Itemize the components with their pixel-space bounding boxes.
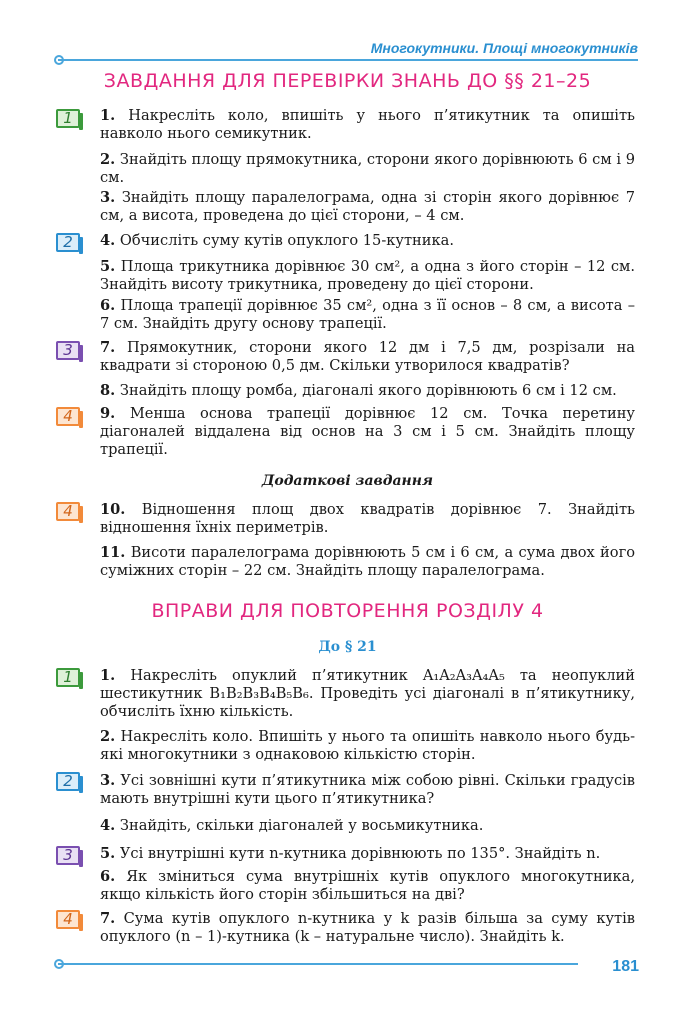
- task-item: 5. Площа трикутника дорівнює 30 см², а одна з його сторін – 12 см. Знайдіть висоту трикутника, проведену до цієї сторони.: [100, 258, 636, 293]
- level-2-badge: 2: [56, 233, 80, 252]
- task-item: 4. Знайдіть, скільки діагоналей у восьмикутника.: [100, 817, 484, 834]
- task-item: 7. Прямокутник, сторони якого 12 дм і 7,5 дм, розрізали на квадрати зі стороною 0,5 дм. Скільки утворилося квадратів?: [100, 339, 636, 374]
- level-4-badge: 4: [56, 502, 80, 521]
- task-item: 4. Обчисліть суму кутів опуклого 15-кутника.: [100, 232, 454, 249]
- paragraph-heading: До § 21: [318, 639, 377, 655]
- task-item: 2. Знайдіть площу прямокутника, сторони якого дорівнюють 6 см і 9 см.: [100, 151, 635, 186]
- task-item: 3. Усі зовнішні кути п’ятикутника між собою рівні. Скільки градусів мають внутрішні кути цього п’ятикутника?: [100, 772, 635, 807]
- level-3-badge: 3: [56, 846, 80, 865]
- level-1-badge: 1: [56, 668, 80, 687]
- extra-tasks-heading: Додаткові завдання: [261, 473, 434, 489]
- footer-rule: [58, 963, 578, 965]
- task-item: 10. Відношення площ двох квадратів дорівнює 7. Знайдіть відношення їхніх периметрів.: [100, 501, 635, 536]
- level-4-badge: 4: [56, 910, 80, 929]
- task-item: 2. Накресліть коло. Впишіть у нього та опишіть навколо нього будь-які многокутники з однаковою кількістю сторін.: [100, 728, 636, 763]
- task-item: 9. Менша основа трапеції дорівнює 12 см. Точка перетину діагоналей віддалена від основ на 3 см і 5 см. Знайдіть площу трапеції.: [100, 405, 636, 458]
- task-item: 3. Знайдіть площу паралелограма, одна зі сторін якого дорівнює 7 см, а висота, проведена до цієї сторони, – 4 см.: [100, 189, 635, 224]
- level-3-badge: 3: [56, 341, 80, 360]
- page-number: 181: [612, 958, 639, 975]
- section-title-knowledge-check: ЗАВДАННЯ ДЛЯ ПЕРЕВІРКИ ЗНАНЬ ДО §§ 21–25: [103, 70, 592, 92]
- task-item: 5. Усі внутрішні кути n-кутника дорівнюють по 135°. Знайдіть n.: [100, 845, 601, 862]
- task-item: 1. Накресліть коло, впишіть у нього п’ятикутник та опишіть навколо нього семикутник.: [100, 107, 635, 142]
- task-item: 6. Як зміниться сума внутрішніх кутів опуклого многокутника, якщо кількість його сторін збільшиться на дві?: [100, 868, 636, 903]
- level-4-badge: 4: [56, 407, 80, 426]
- task-item: 6. Площа трапеції дорівнює 35 см², одна з її основ – 8 см, а висота – 7 см. Знайдіть другу основу трапеції.: [100, 297, 635, 332]
- section-title-review: ВПРАВИ ДЛЯ ПОВТОРЕННЯ РОЗДІЛУ 4: [151, 600, 544, 622]
- task-item: 1. Накресліть опуклий п’ятикутник A₁A₂A₃A₄A₅ та неопуклий шестикутник B₁B₂B₃B₄B₅B₆. Проведіть усі діагоналі в п’ятикутнику, обчисліть їхню кількість.: [100, 667, 636, 720]
- task-item: 8. Знайдіть площу ромба, діагоналі якого дорівнюють 6 см і 12 см.: [100, 382, 617, 399]
- task-item: 11. Висоти паралелограма дорівнюють 5 см і 6 см, а сума двох його суміжних сторін – 22 см. Знайдіть площу паралелограма.: [100, 544, 636, 579]
- header-rule: [58, 59, 638, 61]
- level-1-badge: 1: [56, 109, 80, 128]
- running-header: Многокутники. Площі многокутників: [370, 40, 638, 56]
- level-2-badge: 2: [56, 772, 80, 791]
- task-item: 7. Сума кутів опуклого n-кутника у k разів більша за суму кутів опуклого (n – 1)-кутника (k – натуральне число). Знайдіть k.: [100, 910, 636, 945]
